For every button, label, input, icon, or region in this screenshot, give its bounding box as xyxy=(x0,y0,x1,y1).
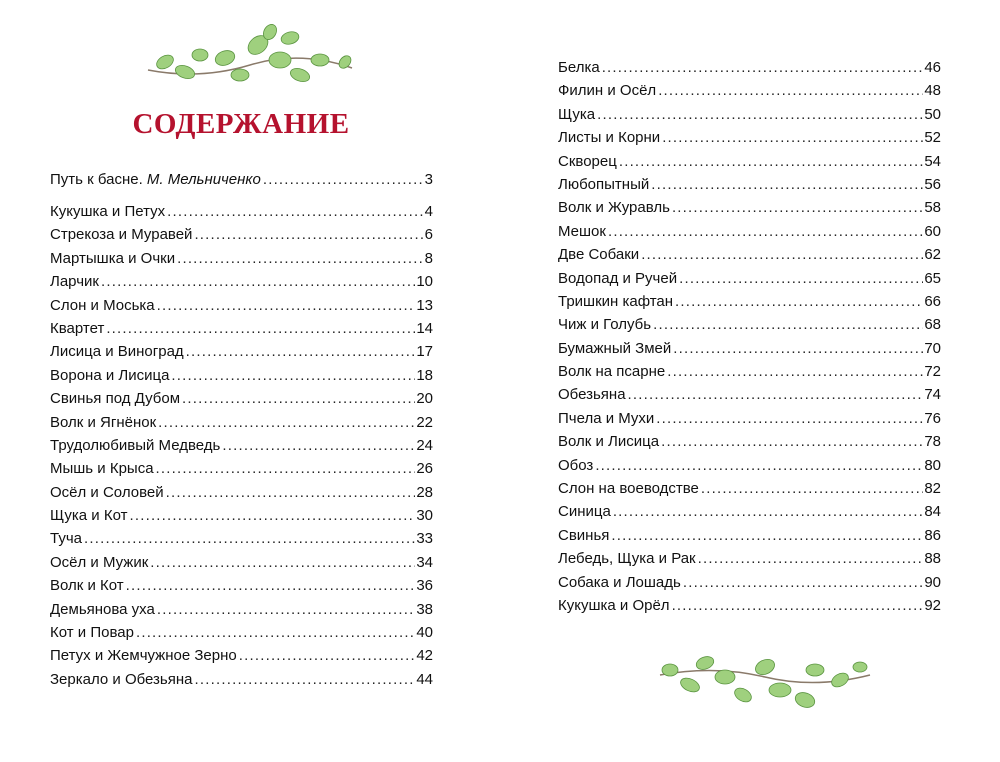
entry-title: Чиж и Голубь xyxy=(558,316,652,334)
toc-entry[interactable] xyxy=(50,317,433,340)
toc-entry[interactable] xyxy=(558,126,941,149)
entry-page: 60 xyxy=(924,222,941,240)
toc-intro xyxy=(50,168,433,191)
toc-entry[interactable] xyxy=(558,267,941,290)
dot-leader xyxy=(239,644,416,667)
toc-entry[interactable] xyxy=(50,574,433,597)
toc-left-column xyxy=(50,200,433,691)
dot-leader xyxy=(126,574,416,597)
entry-title: Осёл и Мужик xyxy=(50,553,149,571)
entry-page: 24 xyxy=(416,436,433,454)
entry-page: 6 xyxy=(424,226,433,244)
toc-entry[interactable] xyxy=(558,430,941,453)
dot-leader xyxy=(672,594,924,617)
dot-leader xyxy=(597,103,923,126)
entry-page: 90 xyxy=(924,573,941,591)
dot-leader xyxy=(672,196,923,219)
toc-entry[interactable] xyxy=(50,411,433,434)
toc-entry[interactable] xyxy=(558,337,941,360)
entry-page: 48 xyxy=(924,82,941,100)
entry-title: Волк и Кот xyxy=(50,577,124,595)
entry-page: 78 xyxy=(924,433,941,451)
dot-leader xyxy=(166,481,416,504)
dot-leader xyxy=(651,173,923,196)
dot-leader xyxy=(157,294,416,317)
toc-entry[interactable] xyxy=(50,434,433,457)
entry-page: 26 xyxy=(416,460,433,478)
entry-page: 68 xyxy=(924,316,941,334)
entry-title: Бумажный Змей xyxy=(558,339,672,357)
dot-leader xyxy=(106,317,415,340)
dot-leader xyxy=(177,247,424,270)
entry-title: Мышь и Крыса xyxy=(50,460,154,478)
dot-leader xyxy=(222,434,415,457)
dot-leader xyxy=(675,290,923,313)
toc-entry[interactable] xyxy=(50,598,433,621)
entry-title: Мешок xyxy=(558,222,606,240)
page-title: СОДЕРЖАНИЕ xyxy=(132,108,350,140)
dot-leader xyxy=(171,364,415,387)
entry-title: Лисица и Виноград xyxy=(50,343,184,361)
toc-entry[interactable] xyxy=(50,621,433,644)
entry-page: 33 xyxy=(416,530,433,548)
toc-entry[interactable] xyxy=(558,360,941,383)
dot-leader xyxy=(156,457,416,480)
leaf-ornament-top xyxy=(140,20,360,90)
entry-title: Водопад и Ручей xyxy=(558,269,678,287)
dot-leader xyxy=(698,547,924,570)
dot-leader xyxy=(182,387,415,410)
entry-author: М. Мельниченко xyxy=(146,171,261,188)
dot-leader xyxy=(602,56,924,79)
entry-page: 8 xyxy=(424,249,433,267)
toc-entry[interactable] xyxy=(50,364,433,387)
entry-page: 20 xyxy=(416,390,433,408)
entry-title: Осёл и Соловей xyxy=(50,483,164,501)
entry-title: Обоз xyxy=(558,456,594,474)
entry-title: Любопытный xyxy=(558,175,650,193)
dot-leader xyxy=(653,313,923,336)
entry-title: Ворона и Лисица xyxy=(50,366,170,384)
entry-page: 28 xyxy=(416,483,433,501)
entry-title: Щука xyxy=(558,105,596,123)
dot-leader xyxy=(167,200,424,223)
toc-entry[interactable] xyxy=(558,477,941,500)
dot-leader xyxy=(186,340,416,363)
dot-leader xyxy=(611,524,923,547)
entry-page: 30 xyxy=(416,507,433,525)
entry-title: Свинья xyxy=(558,526,610,544)
entry-title: Листы и Корни xyxy=(558,129,661,147)
entry-title: Петух и Жемчужное Зерно xyxy=(50,647,237,665)
dot-leader xyxy=(701,477,923,500)
entry-title: Трудолюбивый Медведь xyxy=(50,436,221,454)
dot-leader xyxy=(84,527,415,550)
toc-entry[interactable] xyxy=(50,168,433,191)
toc-entry[interactable] xyxy=(50,668,433,691)
dot-leader xyxy=(101,270,415,293)
toc-entry[interactable] xyxy=(558,56,941,79)
entry-title: Синица xyxy=(558,503,611,521)
leaf-ornament-bottom xyxy=(655,645,875,717)
entry-title: Волк и Журавль xyxy=(558,199,670,217)
toc-entry[interactable] xyxy=(558,313,941,336)
entry-title: Филин и Осёл xyxy=(558,82,657,100)
entry-title: Туча xyxy=(50,530,82,548)
toc-right-column xyxy=(558,56,941,617)
toc-entry[interactable] xyxy=(50,247,433,270)
entry-title: Щука и Кот xyxy=(50,507,128,525)
entry-page: 80 xyxy=(924,456,941,474)
toc-entry[interactable] xyxy=(558,547,941,570)
entry-title: Белка xyxy=(558,59,600,76)
toc-entry[interactable] xyxy=(50,644,433,667)
entry-page: 10 xyxy=(416,273,433,291)
entry-page: 22 xyxy=(416,413,433,431)
dot-leader xyxy=(129,504,415,527)
entry-page: 52 xyxy=(924,129,941,147)
toc-entry[interactable] xyxy=(558,500,941,523)
dot-leader xyxy=(619,150,923,173)
toc-entry[interactable] xyxy=(558,407,941,430)
entry-page: 34 xyxy=(416,553,433,571)
dot-leader xyxy=(667,360,923,383)
entry-title: Мартышка и Очки xyxy=(50,249,176,267)
entry-page: 17 xyxy=(416,343,433,361)
dot-leader xyxy=(628,383,924,406)
dot-leader xyxy=(595,454,923,477)
toc-entry[interactable] xyxy=(50,457,433,480)
toc-entry[interactable] xyxy=(558,290,941,313)
dot-leader xyxy=(157,598,415,621)
entry-title: Волк на псарне xyxy=(558,363,666,381)
dot-leader xyxy=(194,223,423,246)
dot-leader xyxy=(158,411,415,434)
entry-title: Свинья под Дубом xyxy=(50,390,181,408)
dot-leader xyxy=(656,407,923,430)
entry-page: 74 xyxy=(924,386,941,404)
toc-entry[interactable] xyxy=(50,387,433,410)
entry-page: 40 xyxy=(416,624,433,642)
dot-leader xyxy=(679,267,923,290)
toc-entry[interactable] xyxy=(558,196,941,219)
dot-leader xyxy=(673,337,923,360)
dot-leader xyxy=(195,668,416,691)
toc-entry[interactable] xyxy=(558,524,941,547)
entry-page: 38 xyxy=(416,600,433,618)
entry-title: Кот и Повар xyxy=(50,624,134,642)
toc-entry[interactable] xyxy=(558,79,941,102)
entry-page: 54 xyxy=(924,152,941,170)
entry-page: 3 xyxy=(424,171,433,188)
entry-page: 88 xyxy=(924,550,941,568)
toc-entry[interactable] xyxy=(558,383,941,406)
entry-page: 92 xyxy=(924,596,941,614)
dot-leader xyxy=(662,126,923,149)
entry-page: 66 xyxy=(924,292,941,310)
dot-leader xyxy=(608,220,923,243)
entry-page: 65 xyxy=(924,269,941,287)
entry-title: Волк и Лисица xyxy=(558,433,660,451)
dot-leader xyxy=(136,621,415,644)
entry-page: 84 xyxy=(924,503,941,521)
entry-title: Скворец xyxy=(558,152,617,170)
entry-title: Ларчик xyxy=(50,273,99,291)
entry-page: 36 xyxy=(416,577,433,595)
toc-entry[interactable] xyxy=(558,454,941,477)
entry-page: 18 xyxy=(416,366,433,384)
toc-entry[interactable] xyxy=(558,594,941,617)
entry-title: Квартет xyxy=(50,319,105,337)
entry-title: Собака и Лошадь xyxy=(558,573,681,591)
entry-page: 82 xyxy=(924,480,941,498)
entry-title: Демьянова уха xyxy=(50,600,155,618)
entry-title: Слон и Моська xyxy=(50,296,155,314)
entry-title: Кукушка и Петух xyxy=(50,203,166,220)
toc-entry[interactable] xyxy=(558,173,941,196)
dot-leader xyxy=(263,168,424,191)
entry-title: Кукушка и Орёл xyxy=(558,596,670,614)
entry-title: Путь к басне. xyxy=(50,171,143,188)
toc-entry[interactable] xyxy=(558,103,941,126)
entry-page: 62 xyxy=(924,246,941,264)
entry-title: Волк и Ягнёнок xyxy=(50,413,157,431)
entry-page: 76 xyxy=(924,409,941,427)
toc-entry[interactable] xyxy=(50,223,433,246)
dot-leader xyxy=(661,430,923,453)
entry-page: 58 xyxy=(924,199,941,217)
toc-entry[interactable] xyxy=(50,200,433,223)
entry-page: 13 xyxy=(416,296,433,314)
toc-entry[interactable] xyxy=(50,504,433,527)
toc-entry[interactable] xyxy=(50,270,433,293)
toc-entry[interactable] xyxy=(50,340,433,363)
dot-leader xyxy=(641,243,923,266)
entry-page: 46 xyxy=(924,59,941,76)
toc-entry[interactable] xyxy=(558,243,941,266)
entry-title: Две Собаки xyxy=(558,246,640,264)
entry-page: 42 xyxy=(416,647,433,665)
dot-leader xyxy=(683,571,923,594)
entry-title: Пчела и Мухи xyxy=(558,409,655,427)
entry-page: 4 xyxy=(424,203,433,220)
entry-title: Слон на воеводстве xyxy=(558,480,699,498)
toc-entry[interactable] xyxy=(50,527,433,550)
entry-page: 70 xyxy=(924,339,941,357)
dot-leader xyxy=(613,500,924,523)
toc-entry[interactable] xyxy=(50,294,433,317)
toc-entry[interactable] xyxy=(558,571,941,594)
entry-title: Лебедь, Щука и Рак xyxy=(558,550,696,568)
toc-entry[interactable] xyxy=(50,481,433,504)
entry-page: 72 xyxy=(924,363,941,381)
entry-page: 14 xyxy=(416,319,433,337)
dot-leader xyxy=(658,79,923,102)
toc-entry[interactable] xyxy=(558,220,941,243)
entry-page: 56 xyxy=(924,175,941,193)
entry-page: 50 xyxy=(924,105,941,123)
entry-title: Тришкин кафтан xyxy=(558,292,674,310)
entry-title: Зеркало и Обезьяна xyxy=(50,670,193,688)
entry-page: 44 xyxy=(416,670,433,688)
toc-entry[interactable] xyxy=(50,551,433,574)
entry-title: Обезьяна xyxy=(558,386,626,404)
toc-entry[interactable] xyxy=(558,150,941,173)
dot-leader xyxy=(150,551,415,574)
entry-page: 86 xyxy=(924,526,941,544)
entry-title: Стрекоза и Муравей xyxy=(50,226,193,244)
